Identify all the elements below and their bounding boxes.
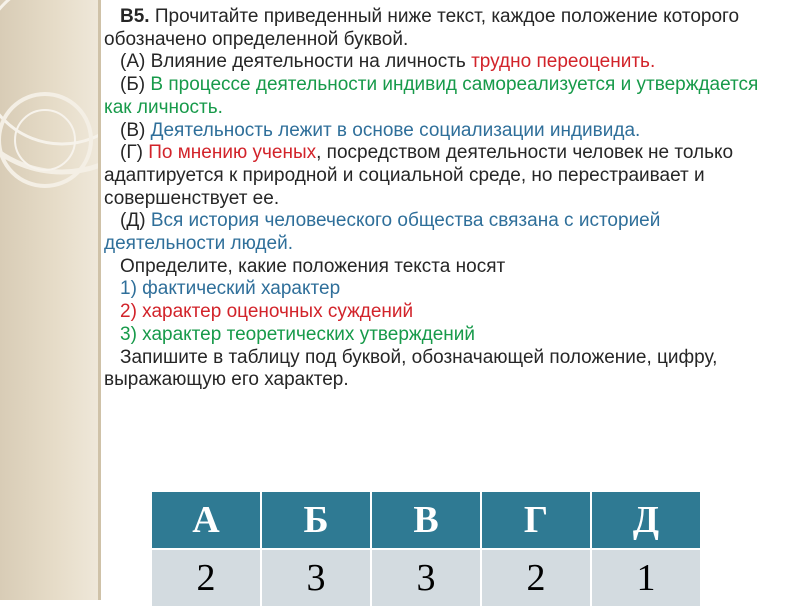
statement-a	[104, 51, 784, 74]
decorative-edge	[98, 0, 101, 600]
statement-a-text: (А) Влияние деятельности на личность	[120, 51, 472, 73]
header-cell-v: В	[371, 491, 481, 549]
decorative-side-panel	[0, 0, 100, 600]
value-cell-g: 2	[481, 549, 591, 607]
header-cell-g: Г	[481, 491, 591, 549]
task-intro	[104, 6, 784, 51]
statement-g-text: , посредством деятельности человек не только адаптируется к природной и социальной среде, но перестраивает и совершенствует ее.	[104, 142, 734, 209]
question: Определите, какие положения текста носят	[120, 255, 506, 277]
statement-g	[104, 142, 784, 210]
option-3: 3) характер теоретических утверждений	[120, 323, 475, 345]
task-text	[104, 6, 784, 392]
statement-b-highlight: В процессе деятельности индивид самореализуется и утверждается как личность.	[104, 74, 759, 118]
statement-b	[104, 74, 784, 119]
value-cell-b: 3	[261, 549, 371, 607]
statement-g-highlight: По мнению ученых	[148, 142, 317, 164]
header-cell-d: Д	[591, 491, 701, 549]
value-cell-d: 1	[591, 549, 701, 607]
header-cell-b: Б	[261, 491, 371, 549]
intro-text: Прочитайте приведенный ниже текст, каждое положение которого обозначено определенной буквой.	[104, 6, 740, 50]
statement-b-prefix: (Б)	[120, 74, 151, 96]
statement-d-prefix: (Д)	[120, 210, 151, 232]
statement-v	[104, 120, 784, 143]
statement-a-highlight: трудно переоценить.	[471, 51, 656, 73]
statement-d-highlight: Вся история человеческого общества связана с историей деятельности людей.	[104, 210, 661, 255]
header-cell-a: А	[151, 491, 261, 549]
value-cell-v: 3	[371, 549, 481, 607]
value-cell-a: 2	[151, 549, 261, 607]
statement-d	[104, 210, 784, 255]
statement-g-prefix: (Г)	[120, 142, 149, 164]
statement-v-highlight: Деятельность лежит в основе социализации индивида.	[150, 119, 641, 141]
answer-table	[150, 490, 702, 608]
decorative-circles	[0, 0, 100, 600]
instruction: Запишите в таблицу под буквой, обозначающей положение, цифру, выражающую его характер.	[104, 346, 718, 391]
statement-v-prefix: (В)	[120, 119, 151, 141]
task-label: В5.	[120, 6, 150, 27]
option-2: 2) характер оценочных суждений	[120, 301, 414, 323]
option-1: 1) фактический характер	[120, 278, 341, 300]
answer-table-value-row	[151, 549, 701, 607]
answer-table-header-row	[151, 491, 701, 549]
